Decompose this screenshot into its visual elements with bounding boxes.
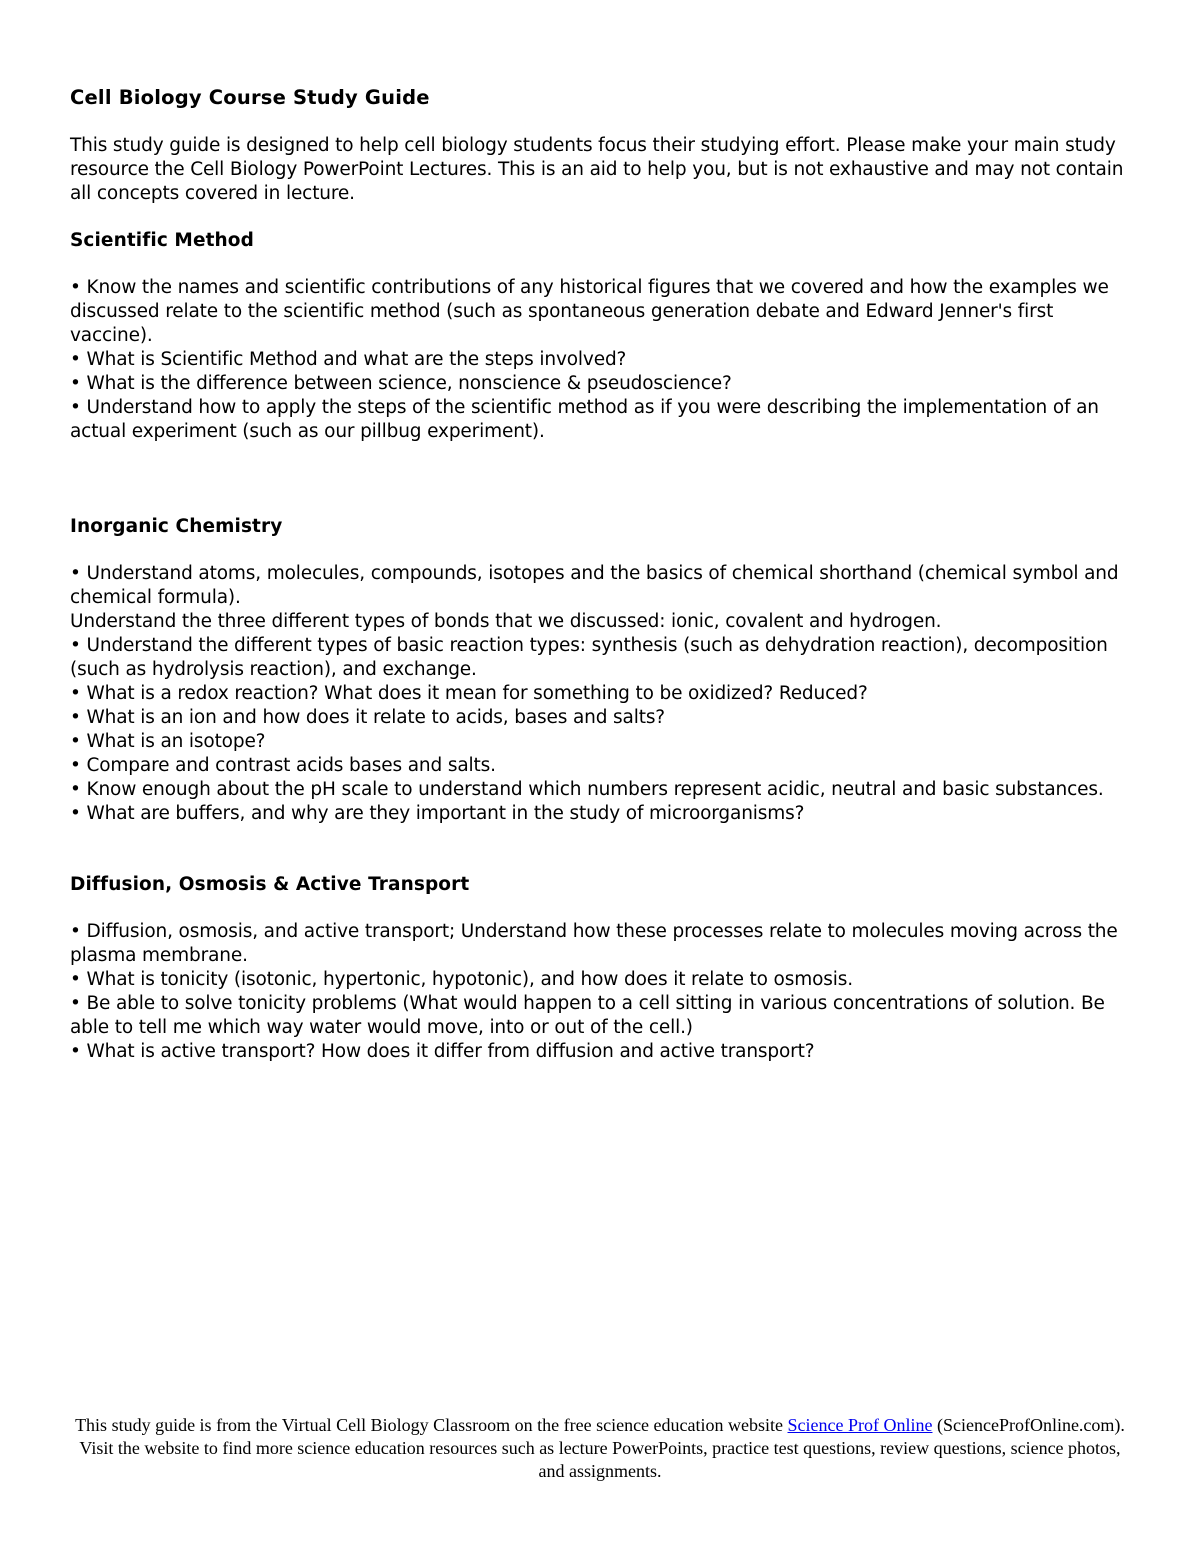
list-item: • Compare and contrast acids bases and salts. — [70, 755, 496, 776]
footer-text-before-link: This study guide is from the Virtual Cell Biology Classroom on the free science education website — [75, 1415, 788, 1435]
list-item: • What is an ion and how does it relate to acids, bases and salts? — [70, 707, 665, 728]
list-item: • Understand the different types of basic reaction types: synthesis (such as dehydration reaction), decomposition (such as hydrolysis reaction), and exchange. — [70, 635, 1108, 680]
list-item: • Understand atoms, molecules, compounds, isotopes and the basics of chemical shorthand (chemical symbol and chemical formula). — [70, 563, 1119, 608]
list-item: • What is Scientific Method and what are the steps involved? — [70, 349, 627, 370]
list-item: • What are buffers, and why are they important in the study of microorganisms? — [70, 803, 805, 824]
intro-paragraph: This study guide is designed to help cell biology students focus their studying effort. Please make your main study resource the Cell Biology PowerPoint Lectures. This is an aid to help you, but is not exhaustive and may not contain all concepts covered in lecture. — [70, 135, 1124, 204]
section-heading: Scientific Method — [70, 230, 254, 251]
footer-note — [70, 1414, 1130, 1483]
footer-text-after-link: (ScienceProfOnline.com). Visit the website to find more science education resources such as lecture PowerPoints, practice test questions, review questions, science photos, and assignments. — [79, 1415, 1125, 1481]
list-item: • What is active transport? How does it differ from diffusion and active transport? — [70, 1041, 815, 1062]
topic-list — [70, 562, 1132, 826]
list-item: • Know enough about the pH scale to understand which numbers represent acidic, neutral and basic substances. — [70, 779, 1104, 800]
list-item: • Diffusion, osmosis, and active transport; Understand how these processes relate to molecules moving across the plasma membrane. — [70, 921, 1118, 966]
study-guide-page — [70, 84, 1132, 1064]
science-prof-online-link[interactable]: Science Prof Online — [787, 1415, 933, 1435]
section-heading: Inorganic Chemistry — [70, 516, 283, 537]
section-inorganic-chemistry — [70, 514, 1132, 826]
list-item: • What is a redox reaction? What does it mean for something to be oxidized? Reduced? — [70, 683, 868, 704]
section-diffusion-osmosis-transport — [70, 872, 1132, 1064]
list-item: • What is the difference between science, nonscience & pseudoscience? — [70, 373, 732, 394]
topic-list — [70, 276, 1132, 444]
list-item: Understand the three different types of bonds that we discussed: ionic, covalent and hydrogen. — [70, 611, 942, 632]
list-item: • What is tonicity (isotonic, hypertonic, hypotonic), and how does it relate to osmosis. — [70, 969, 853, 990]
list-item: • Understand how to apply the steps of the scientific method as if you were describing the implementation of an actual experiment (such as our pillbug experiment). — [70, 397, 1099, 442]
page-title: Cell Biology Course Study Guide — [70, 86, 430, 109]
list-item: • What is an isotope? — [70, 731, 266, 752]
list-item: • Know the names and scientific contributions of any historical figures that we covered and how the examples we discussed relate to the scientific method (such as spontaneous generation debate and Edward Jenner's first vaccine). — [70, 277, 1109, 346]
list-item: • Be able to solve tonicity problems (What would happen to a cell sitting in various concentrations of solution. Be able to tell me which way water would move, into or out of the cell.) — [70, 993, 1105, 1038]
topic-list — [70, 920, 1132, 1064]
section-scientific-method — [70, 228, 1132, 444]
section-heading: Diffusion, Osmosis & Active Transport — [70, 874, 470, 895]
